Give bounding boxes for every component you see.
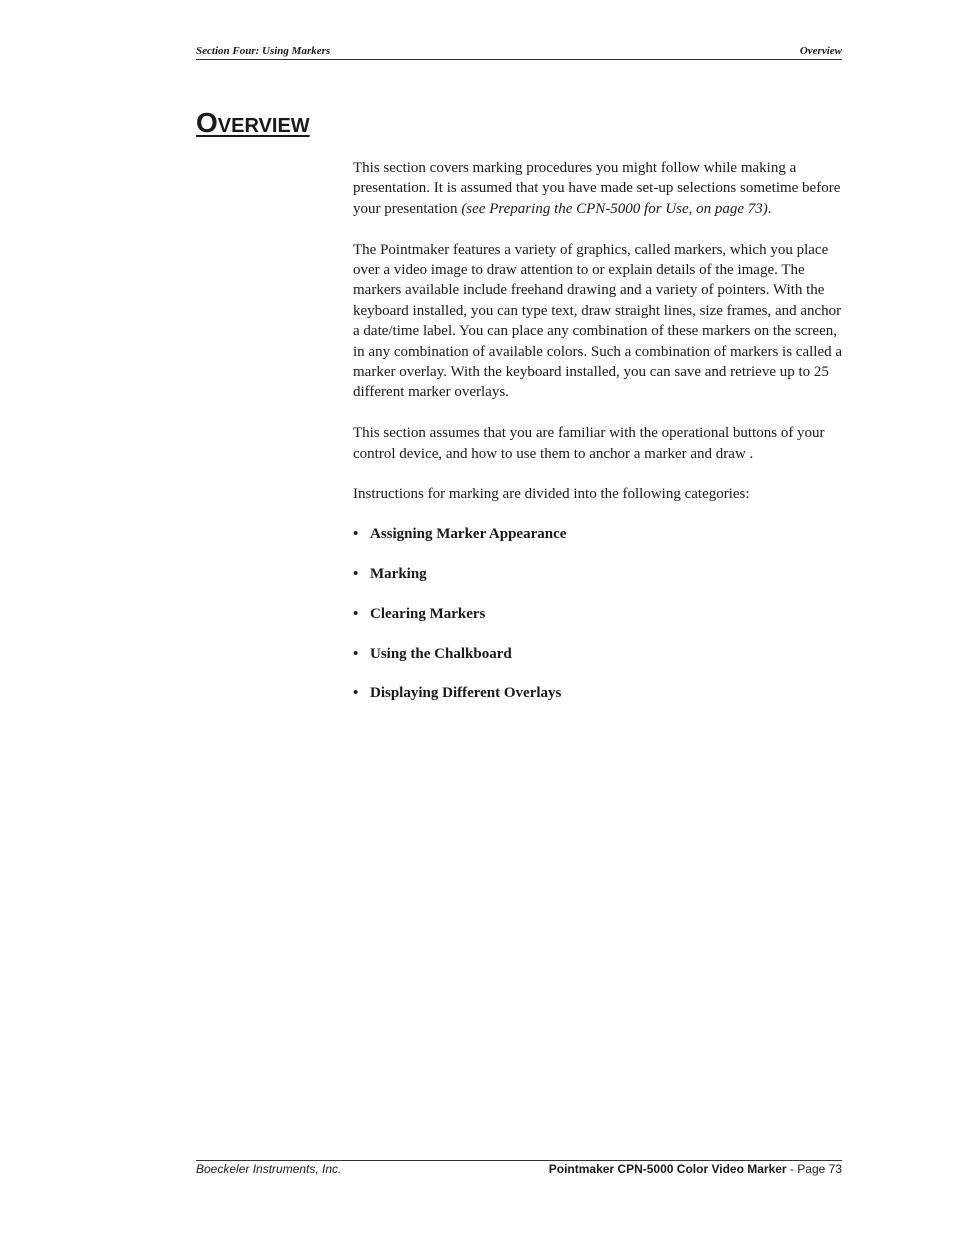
footer-page-number: Page 73 [797,1162,842,1176]
footer-separator: - [786,1162,798,1176]
list-item [353,683,843,703]
cross-reference: (see Preparing the CPN-5000 for Use, on page 73) [461,200,768,217]
paragraph-intro-end: . [767,200,772,217]
list-item-label: Using the Chalkboard [370,645,512,662]
list-item-label: Marking [370,565,427,582]
list-item [353,604,843,624]
running-header [196,45,842,60]
footer-product: Pointmaker CPN-5000 Color Video Marker [548,1162,787,1176]
bullet-icon: • [353,685,359,702]
paragraph-intro-text: This section covers marking procedures you might follow while making a presentation. It is assumed that you have made set-up selections sometime before your presentation [353,160,841,217]
list-item [353,564,843,584]
footer-product-page [549,1161,842,1177]
running-footer [196,1160,842,1177]
paragraph-categories-intro: Instructions for marking are divided into the following categories: [353,486,750,503]
list-item-label: Clearing Markers [370,605,486,622]
paragraph-assumptions: This section assumes that you are familiar with the operational buttons of your control device, and how to use them to anchor a marker and draw . [353,425,825,462]
list-item-label: Assigning Marker Appearance [370,525,567,542]
bullet-icon: • [353,645,359,662]
category-list [353,524,843,704]
bullet-icon: • [353,525,359,542]
body-content [353,158,843,723]
paragraph-intro [353,158,843,219]
list-item [353,524,843,544]
header-section: Section Four: Using Markers [196,45,331,57]
list-item [353,644,843,664]
bullet-icon: • [353,605,359,622]
list-item-label: Displaying Different Overlays [370,685,562,702]
bullet-icon: • [353,565,359,582]
paragraph-markers: The Pointmaker features a variety of graphics, called markers, which you place over a video image to draw attention to or explain details of the image. The markers available include freehand drawing and a variety of pointers. With the keyboard installed, you can type text, draw straight lines, size frames, and anchor a date/time label. You can place any combination of these markers on the screen, in any combination of available colors. Such a combination of markers is called a marker overlay. With the keyboard installed, you can save and retrieve up to 25 different marker overlays. [353,241,843,401]
header-topic: Overview [799,45,842,57]
page-title: Overview [196,107,310,138]
footer-company: Boeckeler Instruments, Inc. [196,1162,342,1176]
